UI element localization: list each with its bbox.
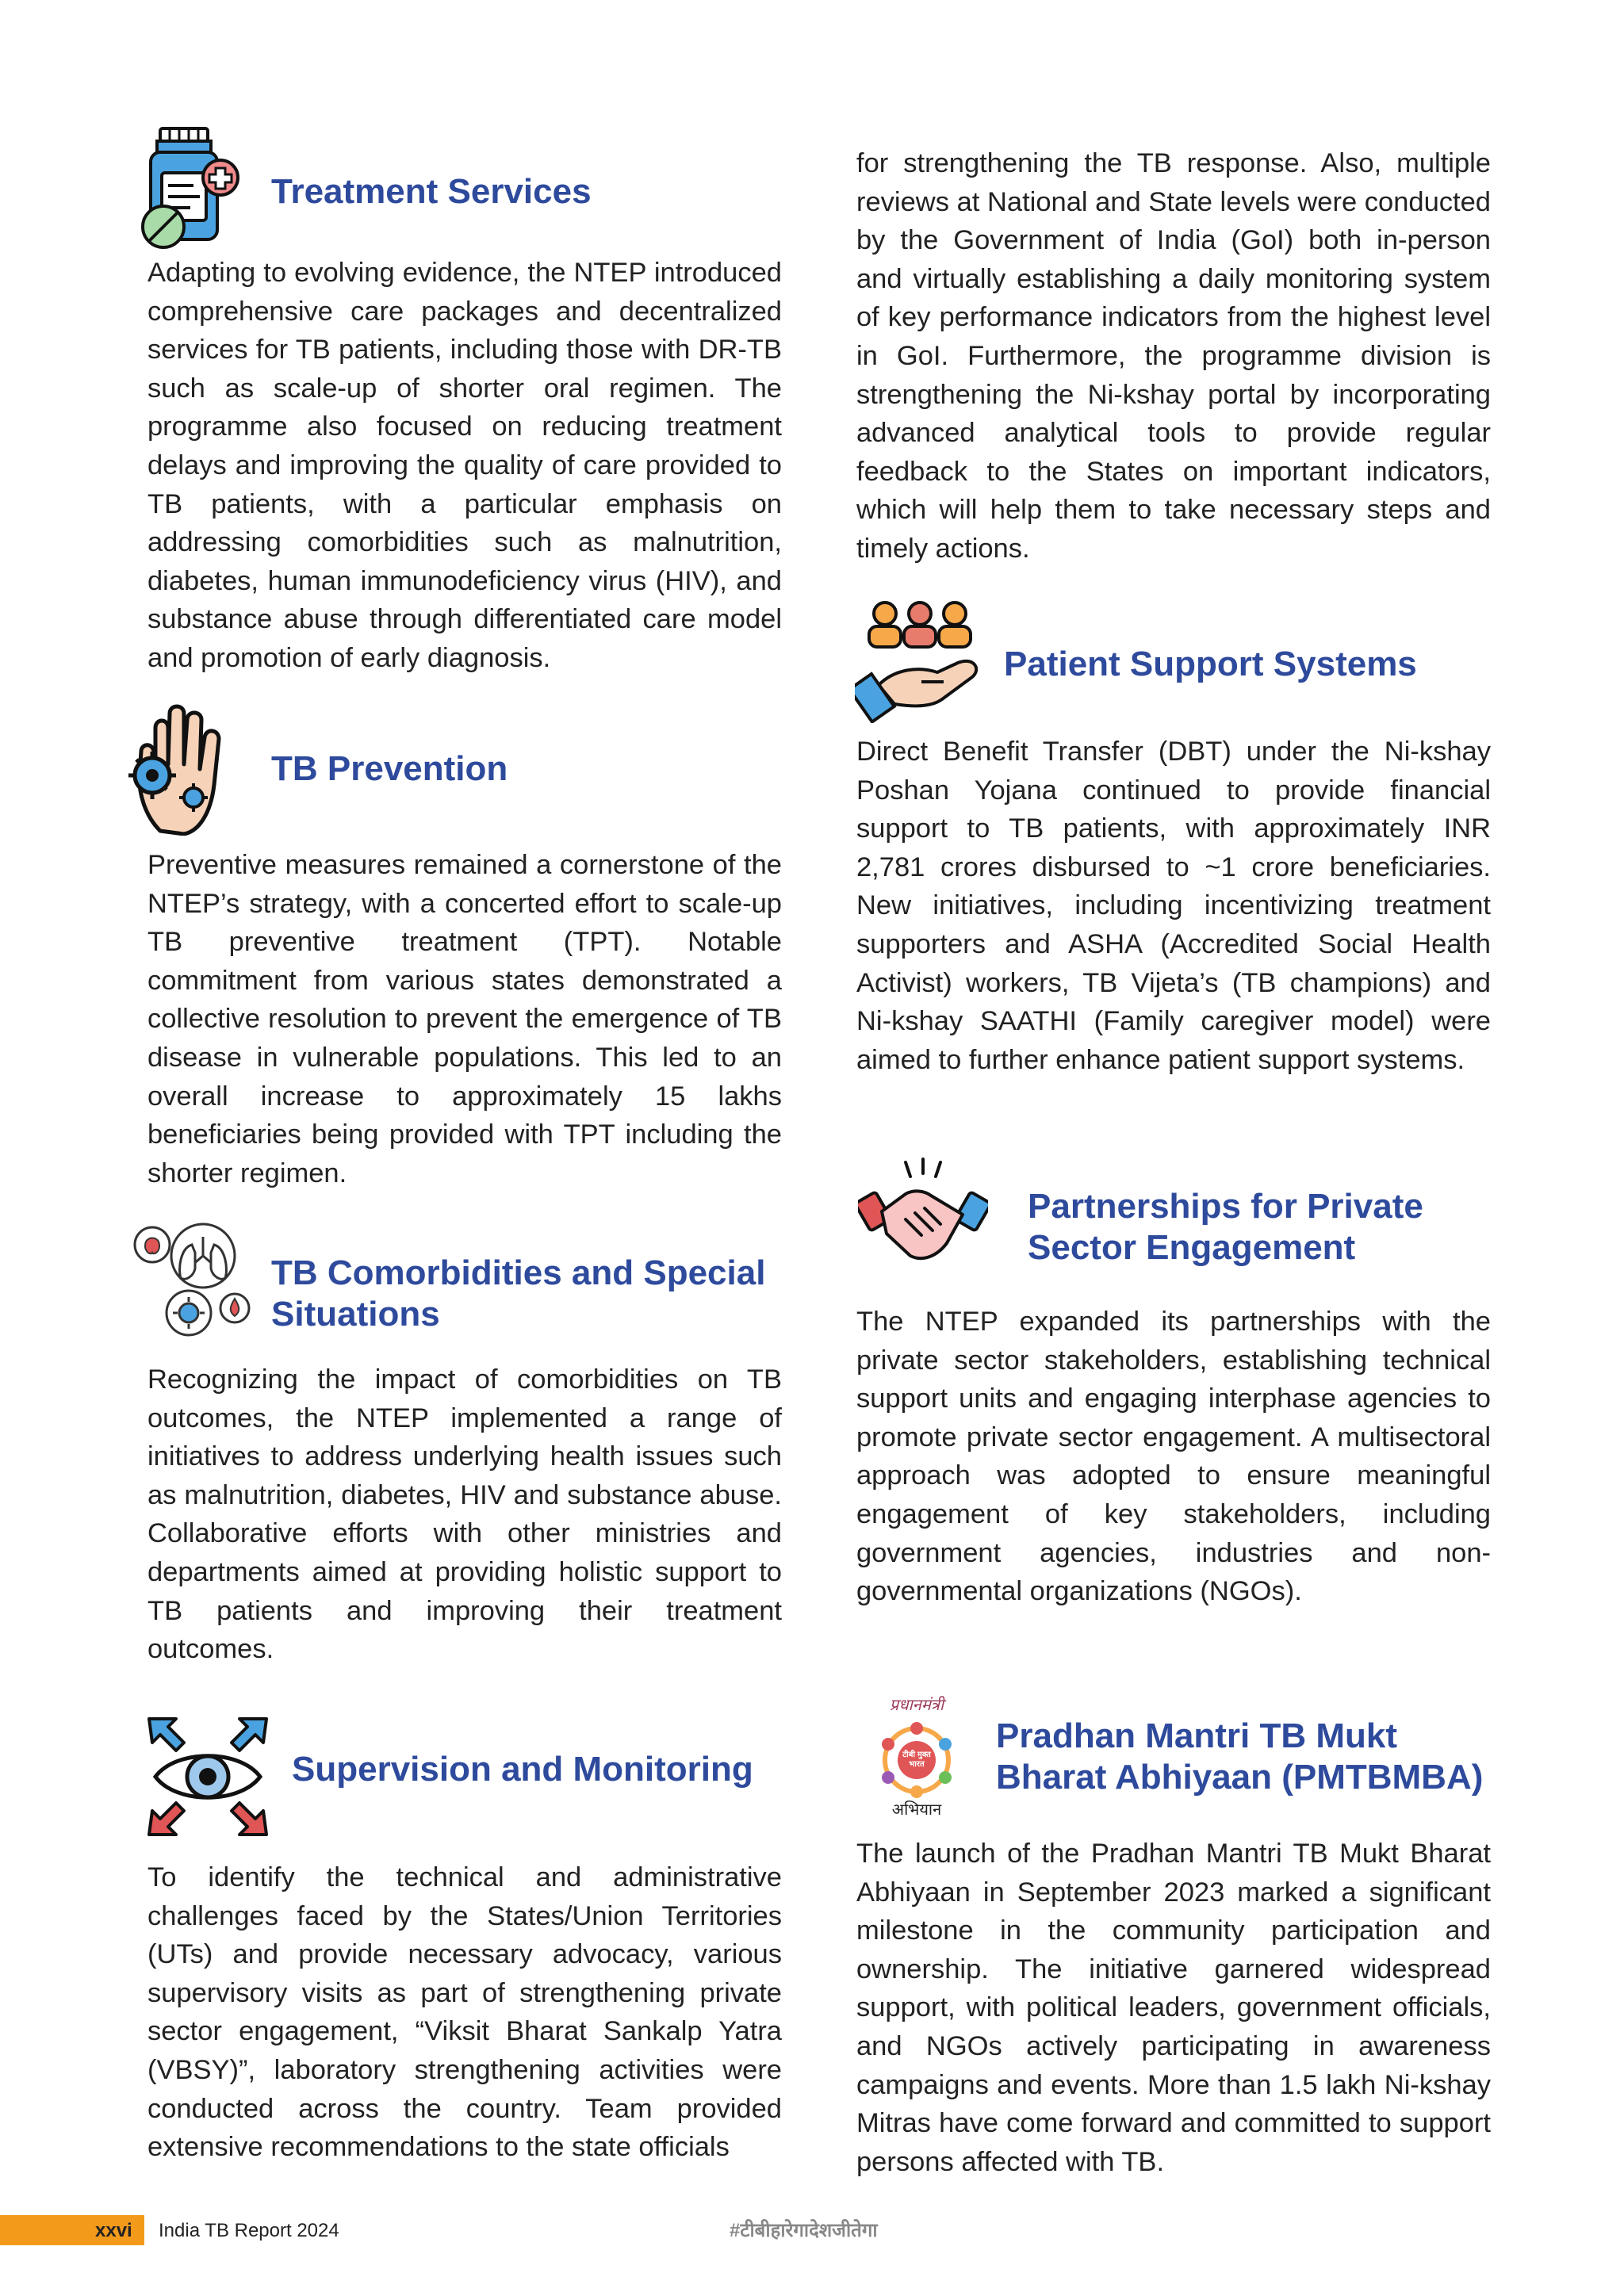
section-body: Preventive measures remained a cornerstone of the NTEP’s strategy, with a concerted effort to scale-up TB preventive treatment (TPT). Notable commitment from various states demonstrated a collective resolution to prevent the emergence of TB disease in vulnerable populations. This led to an overall increase to approximately 15 lakhs beneficiaries being provided with TPT including the shorter regimen.	[147, 850, 782, 1188]
handshake-icon	[858, 1156, 988, 1272]
section-body: The launch of the Pradhan Mantri TB Mukt Bharat Abhiyaan in September 2023 marked a significant milestone in the community participation and ownership. The initiative garnered widespread support, with political leaders, government officials, and NGOs actively participating in awareness campaigns and events. More than 1.5 lakh Ni-kshay Mitras have come forward and committed to support persons affected with TB.	[856, 1839, 1491, 2177]
page-number: xxvi	[95, 2220, 132, 2241]
logo-top-text: प्रधानमंत्री	[889, 1697, 944, 1714]
hand-virus-icon	[121, 696, 255, 836]
logo-center-text: टीबी मुक्त भारत	[902, 1751, 931, 1769]
hand-people-support-icon	[855, 596, 990, 723]
footer-hashtag: #टीबीहारेगादेशजीतेगा	[730, 2220, 878, 2241]
section-title: Supervision and Monitoring	[292, 1750, 753, 1789]
continuation-text: for strengthening the TB response. Also, multiple reviews at National and State levels were conducted by the Government of India (GoI) both in-person and virtually establishing a daily monitoring system of key performance indicators from the highest level in GoI. Furthermore, the programme division is strengthening the Ni-kshay portal by incorporating advanced analytical tools to provide regular feedback to the States on important indicators, which will help them to take necessary steps and timely actions.	[856, 148, 1491, 564]
section-body: Recognizing the impact of comorbidities on TB outcomes, the NTEP implemented a range of initiatives to address underlying health issues such as malnutrition, diabetes, HIV and substance abuse. Collaborative efforts with other ministries and departments aimed at providing holistic support to TB patients and improving their treatment outcomes.	[147, 1364, 782, 1665]
lungs-comorbidity-icon	[132, 1221, 252, 1340]
section-title: Patient Support Systems	[1004, 645, 1417, 683]
section-title-line1: Pradhan Mantri TB Mukt	[996, 1716, 1398, 1755]
medicine-bottle-icon	[127, 125, 246, 252]
section-body: To identify the technical and administrative challenges faced by the States/Union Territories (UTs) and provide necessary advocacy, various supervisory visits as part of strengthening private sector engagement, “Viksit Bharat Sankalp Yatra (VBSY)”, laboratory strengthening activities were conducted across the country. Team provided extensive recommendations to the state officials	[147, 1862, 782, 2163]
section-title-line2: Bharat Abhiyaan (PMTBMBA)	[996, 1758, 1484, 1797]
section-body: Adapting to evolving evidence, the NTEP introduced comprehensive care packages and decentralized services for TB patients, including those with DR-TB such as scale-up of shorter oral regimen. The programme also focused on reducing treatment delays and improving the quality of care provided to TB patients, with a particular emphasis on addressing comorbidities such as malnutrition, diabetes, human immunodeficiency virus (HIV), and substance abuse through differentiated care model and promotion of early diagnosis.	[147, 258, 782, 673]
section-title: Treatment Services	[271, 172, 592, 211]
pmtbmba-logo-icon	[861, 1697, 972, 1819]
report-name: India TB Report 2024	[159, 2220, 339, 2241]
section-title: TB Prevention	[271, 749, 508, 788]
section-title: TB Comorbidities and Special Situations	[271, 1253, 766, 1334]
logo-bottom-text: अभियान	[891, 1801, 942, 1819]
section-title-line2: Sector Engagement	[1028, 1228, 1356, 1267]
section-body: The NTEP expanded its partnerships with the private sector stakeholders, establishing technical support units and engaging interphase agencies to promote private sector engagement. A multisectoral approach was adopted to ensure meaningful engagement of key stakeholders, including government agencies, industries and non-governmental organizations (NGOs).	[856, 1307, 1491, 1607]
section-body: Direct Benefit Transfer (DBT) under the Ni-kshay Poshan Yojana continued to provide financial support to TB patients, with approximately INR 2,781 crores disbursed to ~1 crore beneficiaries. New initiatives, including incentivizing treatment supporters and ASHA (Accredited Social Health Activist) workers, TB Vijeta’s (TB champions) and Ni-kshay SAATHI (Family caregiver model) were aimed to further enhance patient support systems.	[856, 737, 1491, 1075]
eye-arrows-icon	[144, 1714, 271, 1839]
section-title-line1: Partnerships for Private	[1028, 1187, 1423, 1226]
